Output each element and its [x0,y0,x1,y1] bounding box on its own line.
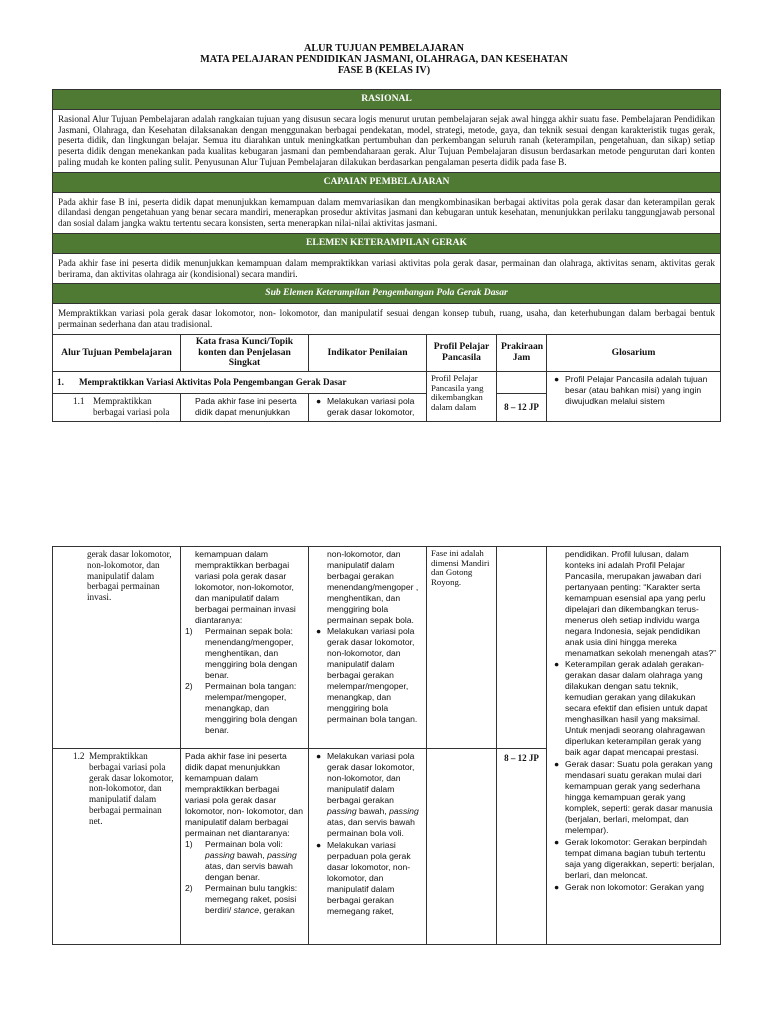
row-1-1-atp-text: Mempraktikkan berbagai variasi pola [93,395,170,417]
document-header [0,43,768,76]
bullet-icon: ● [316,840,322,850]
list-item: ● Melakukan variasi pola gerak dasar lokomotor, non-lokomotor, dan manipulatif dalam berbagai gerakan passing bawah, passing atas, dan servis bawah permainan bola voli. [316,751,419,838]
section-1-title [53,372,427,394]
bullet-icon: ● [316,395,322,406]
jam-cell-blank-2 [497,547,547,749]
profil-cell-1: Profil Pelajar Pancasila yang dikembangkan dalam dalam [427,372,497,422]
elemen-heading: ELEMEN KETERAMPILAN GERAK [53,233,721,253]
doc-title-line1: ALUR TUJUAN PEMBELAJARAN [304,43,464,54]
profil-cell-2: Fase ini adalah dimensi Mandiri dan Gotong Royong. [427,547,497,749]
row-1-2-indikator [309,749,427,945]
rasional-text: Rasional Alur Tujuan Pembelajaran adalah rangkaian tujuan yang disusun secara logis menurut urutan pembelajaran sejak awal hingga akhir suatu fase. Pembelajaran Pendidikan Jasmani, Olahraga, dan Kesehatan dilaksanakan dengan menggunakan berbagai pendekatan, model, strategi, metode, gaya, dan teknik sesuai dengan karakteristik tugas gerak, peserta didik, dan lingkungan belajar. Semua itu diarahkan untuk meningkatkan pertumbuhan dan perkembangan seluruh ranah (keterampilan, pengetahuan, dan sikap) setiap peserta didik dengan menekankan pada kualitas kebugaran jasmani dan pembendaharaan gerak. Alur Tujuan Pembelajaran disusun berdasarkan metode pengurutan dari konten paling mudah ke konten paling sulit. Penyusunan Alur Tujuan Pembelajaran dilakukan berdasarkan pengalaman peserta didik pada fase B. [53,109,721,172]
row-1-1-atp [53,393,181,421]
glosarium-cont-text: pendidikan. Profil lulusan, dalam konteks ini adalah Profil Pelajar Pancasila, merupakan jawaban dari pertanyaan penting: “Karakter serta kemampuan esensial apa yang perlu dipelajari dan dikembangkan terus-menerus oleh setiap individu warga negara Indonesia, sejak pendidikan anak usia dini hingga mereka menamatkan sekolah menengah atas?” [565,549,716,658]
bullet-icon: ● [554,837,560,847]
col-header-atp: Alur Tujuan Pembelajaran [53,334,181,371]
doc-title-line2: MATA PELAJARAN PENDIDIKAN JASMANI, OLAHRAGA, DAN KESEHATAN [200,54,568,65]
capaian-text: Pada akhir fase B ini, peserta didik dapat menunjukkan kemampuan dalam memvariasikan dan mengkombinasikan berbagai aktivitas pola gerak dasar dan keterampilan gerak dilandasi dengan pengetahuan yang benar secara mandiri, menerapkan prosedur aktivitas jasmani dan kebugaran untuk kesehatan, menunjukkan perilaku tanggungjawab personal dan sosial dalam jangka waktu tertentu secara konsisten, serta menerapkan nilai-nilai aktivitas jasmani. [53,192,721,233]
row-1-2-kata-intro: Pada akhir fase ini peserta didik dapat menunjukkan kemampuan dalam mempraktikkan berbagai variasi pola gerak dasar lokomotor, non- lokomotor, dan manipulatif dalam berbagai permainan net diantaranya: [185,751,303,838]
list-item: ● Melakukan variasi pola gerak dasar lokomotor, non-lokomotor, dan manipulatif dalam berbagai gerakan melempar/mengoper, menangkap, dan menggiring bola permainan bola tangan. [316,626,418,724]
col-header-jam: Prakiraan Jam [497,334,547,371]
bullet-icon: ● [554,759,560,769]
col-header-profil: Profil Pelajar Pancasila [427,334,497,371]
jam-cell-blank [497,372,547,394]
row-1-2-atp [53,749,181,945]
row-1-2-jam: 8 – 12 JP [497,749,547,945]
capaian-heading: CAPAIAN PEMBELAJARAN [53,172,721,192]
col-header-kata-kunci: Kata frasa Kunci/Topik konten dan Penjelasan Singkat [181,334,309,371]
profil-cell-3 [427,749,497,945]
section-1-title-text: Mempraktikkan Variasi Aktivitas Pola Pengembangan Gerak Dasar [79,377,347,388]
row-1-1-number: 1.1 [73,395,85,406]
row-1-1-ind-cont-text: non-lokomotor, dan manipulatif dalam berbagai gerakan menendang/mengoper , menghentikan, dan menggiring bola permainan sepak bola. [327,549,419,625]
row-1-1-kata-intro: kemampuan dalam mempraktikkan berbagai variasi pola gerak dasar lokomotor, non-lokomotor, dan manipulatif dalam berbagai permainan invasi diantaranya: [195,549,296,625]
list-item: 1) Permainan bola voli: passing bawah, passing atas, dan servis bawah dengan benar. [185,839,297,882]
list-item: 2) Permainan bulu tangkis: memegang raket, posisi berdiri/ stance, gerakan [185,883,298,915]
row-1-2-number: 1.2 [73,751,85,761]
glosarium-item: ● Profil Pelajar Pancasila adalah tujuan besar (atau bahkan misi) yang ingin diwujudkan melalui sistem [554,374,708,407]
bullet-icon: ● [554,374,560,385]
row-1-1-atp-cont: gerak dasar lokomotor, non-lokomotor, dan manipulatif dalam berbagai permainan invasi. [53,547,181,749]
bullet-icon: ● [554,882,560,892]
row-1-1-jam: 8 – 12 JP [497,393,547,421]
row-1-2-kata [181,749,309,945]
atp-table-page1 [52,89,721,422]
doc-title-line3: FASE B (KELAS IV) [337,65,431,76]
row-1-2-atp-text: Mempraktikkan berbagai variasi pola gerak dasar lokomotor, non-lokomotor, dan manipulatif dalam berbagai permainan net. [89,751,174,826]
row-1-1-kata: Pada akhir fase ini peserta didik dapat menunjukkan [181,393,309,421]
sub-elemen-heading: Sub Elemen Keterampilan Pengembangan Pola Gerak Dasar [53,284,721,304]
row-1-1-indikator-cont [309,547,427,749]
list-item: 2) Permainan bola tangan: melempar/mengoper, menangkap, dan menggiring bola dengan benar. [185,681,298,735]
rasional-heading: RASIONAL [53,90,721,110]
col-header-glosarium: Glosarium [547,334,721,371]
glosarium-item: ● Keterampilan gerak adalah gerakan-gerakan dasar dalam olahraga yang dilakukan dengan satu teknik, kemudian gerakan yang dilakukan secara efektif dan efisien untuk dapat menghasilkan hasil yang maksimal. Untuk menjadi seorang olahragawan diperlukan keterampilan gerak yang baik agar dapat mencapai prestasi. [554,659,708,757]
glosarium-item: ● Gerak dasar: Suatu pola gerakan yang mendasari suatu gerakan mulai dari kemampuan gerak yang sederhana hingga kemampuan gerak yang komplek, seperti: gerak dasar manusia (berjalan, berlari, melompat, dan melempar). [554,759,713,835]
list-item: ● Melakukan variasi perpaduan pola gerak dasar lokomotor, non-lokomotor, dan manipulatif dalam berbagai gerakan memegang raket, [316,840,411,916]
glosarium-cell-1 [547,372,721,422]
row-1-1-kata-cont [181,547,309,749]
atp-table-page2 [52,546,721,945]
glosarium-item: ● Gerak lokomotor: Gerakan berpindah tempat dimana bagian tubuh tertentu saja yang digerakkan, seperti: berjalan, berlari, dan meloncat. [554,837,715,880]
col-header-indikator: Indikator Penilaian [309,334,427,371]
bullet-icon: ● [554,659,560,669]
list-item: 1) Permainan sepak bola: menendang/mengoper, menghentikan, dan menggiring bola dengan benar. [185,626,298,680]
glosarium-cell-2 [547,547,721,945]
bullet-icon: ● [316,626,322,636]
sub-elemen-text: Mempraktikkan variasi pola gerak dasar lokomotor, non- lokomotor, dan manipulatif sesuai dengan konsep tubuh, ruang, usaha, dan keterhubungan dalam berbagai bentuk permainan sederhana dan atau tradisional. [53,304,721,335]
row-1-1-indikator: ● Melakukan variasi pola gerak dasar lokomotor, [309,393,427,421]
elemen-text: Pada akhir fase ini peserta didik menunjukkan kemampuan dalam mempraktikkan variasi aktivitas pola gerak dasar, permainan dan olahraga, aktivitas senam, aktivitas gerak berirama, dan aktivitas olahraga air (kondisional) secara mandiri. [53,253,721,284]
section-1-number: 1. [57,377,64,388]
bullet-icon: ● [316,751,322,761]
glosarium-item: ● Gerak non lokomotor: Gerakan yang [554,882,705,892]
row-1-1-kata-list [185,626,304,736]
